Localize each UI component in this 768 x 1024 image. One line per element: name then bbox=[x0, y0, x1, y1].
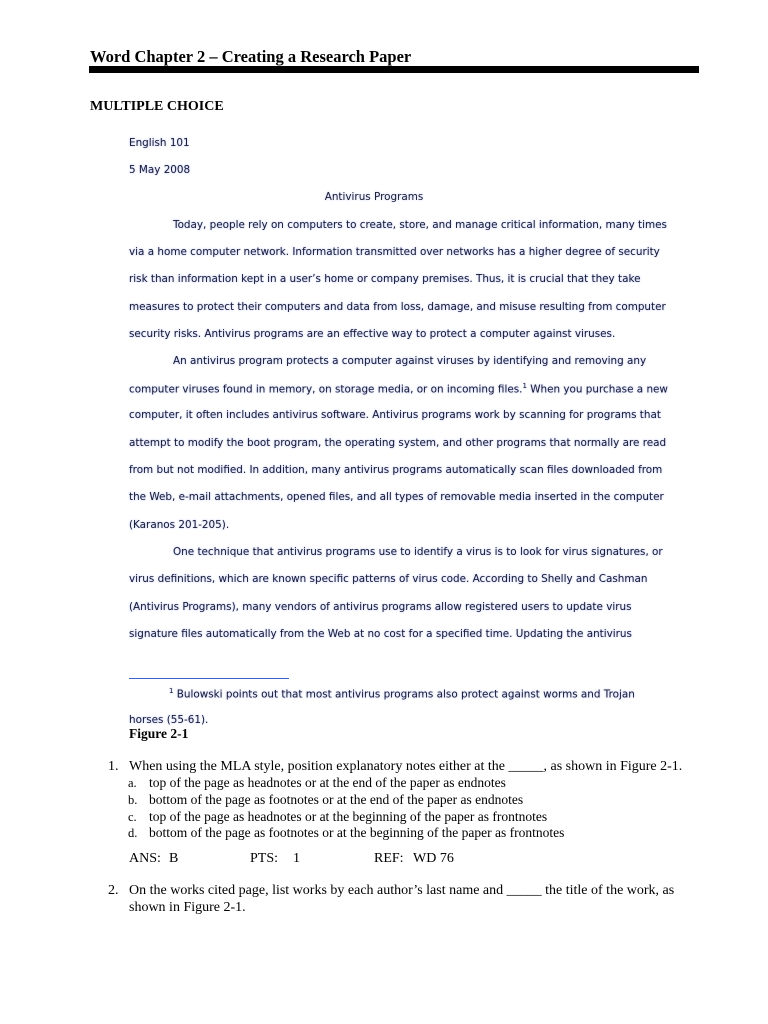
figure-paragraph-line: One technique that antivirus programs use to identify a virus is to look for virus signatures, or bbox=[173, 546, 663, 558]
figure-text-segment: computer viruses found in memory, on storage media, or on incoming files. bbox=[129, 383, 523, 396]
footnote-reference: 1 bbox=[522, 382, 527, 390]
figure-paragraph-line: virus definitions, which are known specific patterns of virus code. According to Shelly and Cashman bbox=[129, 573, 648, 585]
figure-paragraph-line: An antivirus program protects a computer against viruses by identifying and removing any bbox=[173, 355, 647, 367]
question-text-continued: shown in Figure 2-1. bbox=[129, 900, 246, 915]
figure-paragraph-line: (Antivirus Programs), many vendors of antivirus programs allow registered users to update virus bbox=[129, 601, 632, 613]
figure-paper-title: Antivirus Programs bbox=[324, 191, 424, 203]
figure-paragraph-line: Today, people rely on computers to create, store, and manage critical information, many times bbox=[173, 219, 667, 231]
reference-label: REF: bbox=[374, 851, 404, 866]
option-letter: b. bbox=[128, 793, 138, 807]
figure-paragraph-line: attempt to modify the boot program, the operating system, and other programs that normally are read bbox=[129, 437, 667, 449]
question-number: 2. bbox=[108, 883, 119, 898]
option-text: top of the page as headnotes or at the end of the paper as endnotes bbox=[149, 775, 506, 790]
reference-value: WD 76 bbox=[413, 851, 454, 866]
figure-class-line: English 101 bbox=[129, 137, 190, 149]
figure-paragraph-line: (Karanos 201-205). bbox=[129, 519, 230, 531]
section-title: MULTIPLE CHOICE bbox=[90, 99, 224, 114]
footnote-line: horses (55-61). bbox=[129, 714, 209, 726]
option-text: bottom of the page as footnotes or at the end of the paper as endnotes bbox=[149, 792, 524, 807]
answer-value: B bbox=[169, 851, 179, 866]
option-text: bottom of the page as footnotes or at the beginning of the paper as frontnotes bbox=[149, 825, 565, 840]
figure-research-paper-image bbox=[129, 130, 668, 730]
header-rule bbox=[89, 66, 699, 73]
figure-paragraph-line: via a home computer network. Information transmitted over networks has a higher degree of security bbox=[129, 246, 660, 258]
option-letter: a. bbox=[128, 776, 137, 790]
footnote-separator bbox=[129, 678, 289, 679]
figure-paragraph-line-with-note-ref bbox=[129, 382, 668, 395]
question-number: 1. bbox=[108, 759, 119, 774]
figure-paragraph-line: the Web, e-mail attachments, opened files, and all types of removable media inserted in the computer bbox=[129, 491, 664, 503]
figure-paragraph-line: measures to protect their computers and data from loss, damage, and misuse resulting from computer bbox=[129, 301, 666, 313]
option-letter: c. bbox=[128, 810, 137, 824]
footnote-text: Bulowski points out that most antivirus programs also protect against worms and Trojan bbox=[173, 688, 635, 701]
page-header-title: Word Chapter 2 – Creating a Research Paper bbox=[90, 47, 412, 66]
option-text: top of the page as headnotes or at the beginning of the paper as frontnotes bbox=[149, 809, 548, 824]
points-value: 1 bbox=[293, 851, 300, 866]
footnote-line bbox=[169, 687, 635, 700]
figure-text-segment: When you purchase a new bbox=[526, 383, 668, 396]
points-label: PTS: bbox=[250, 851, 279, 866]
option-letter: d. bbox=[128, 826, 138, 840]
question-text: When using the MLA style, position explanatory notes either at the _____, as shown in Figure 2-1. bbox=[129, 759, 683, 774]
figure-paragraph-line: signature files automatically from the Web at no cost for a specified time. Updating the antivirus bbox=[129, 628, 632, 640]
figure-paragraph-line: risk than information kept in a user’s home or company premises. Thus, it is crucial that they take bbox=[129, 273, 641, 285]
footnote-mark: 1 bbox=[169, 687, 174, 695]
answer-label: ANS: bbox=[129, 851, 161, 866]
figure-date-line: 5 May 2008 bbox=[129, 164, 191, 176]
question-text: On the works cited page, list works by each author’s last name and _____ the title of the work, as bbox=[129, 883, 675, 898]
figure-paragraph-line: security risks. Antivirus programs are an effective way to protect a computer against viruses. bbox=[129, 328, 616, 340]
figure-paragraph-line: computer, it often includes antivirus software. Antivirus programs work by scanning for programs that bbox=[129, 409, 661, 421]
figure-paragraph-line: from but not modified. In addition, many antivirus programs automatically scan files downloaded from bbox=[129, 464, 663, 476]
figure-caption: Figure 2-1 bbox=[129, 726, 189, 741]
